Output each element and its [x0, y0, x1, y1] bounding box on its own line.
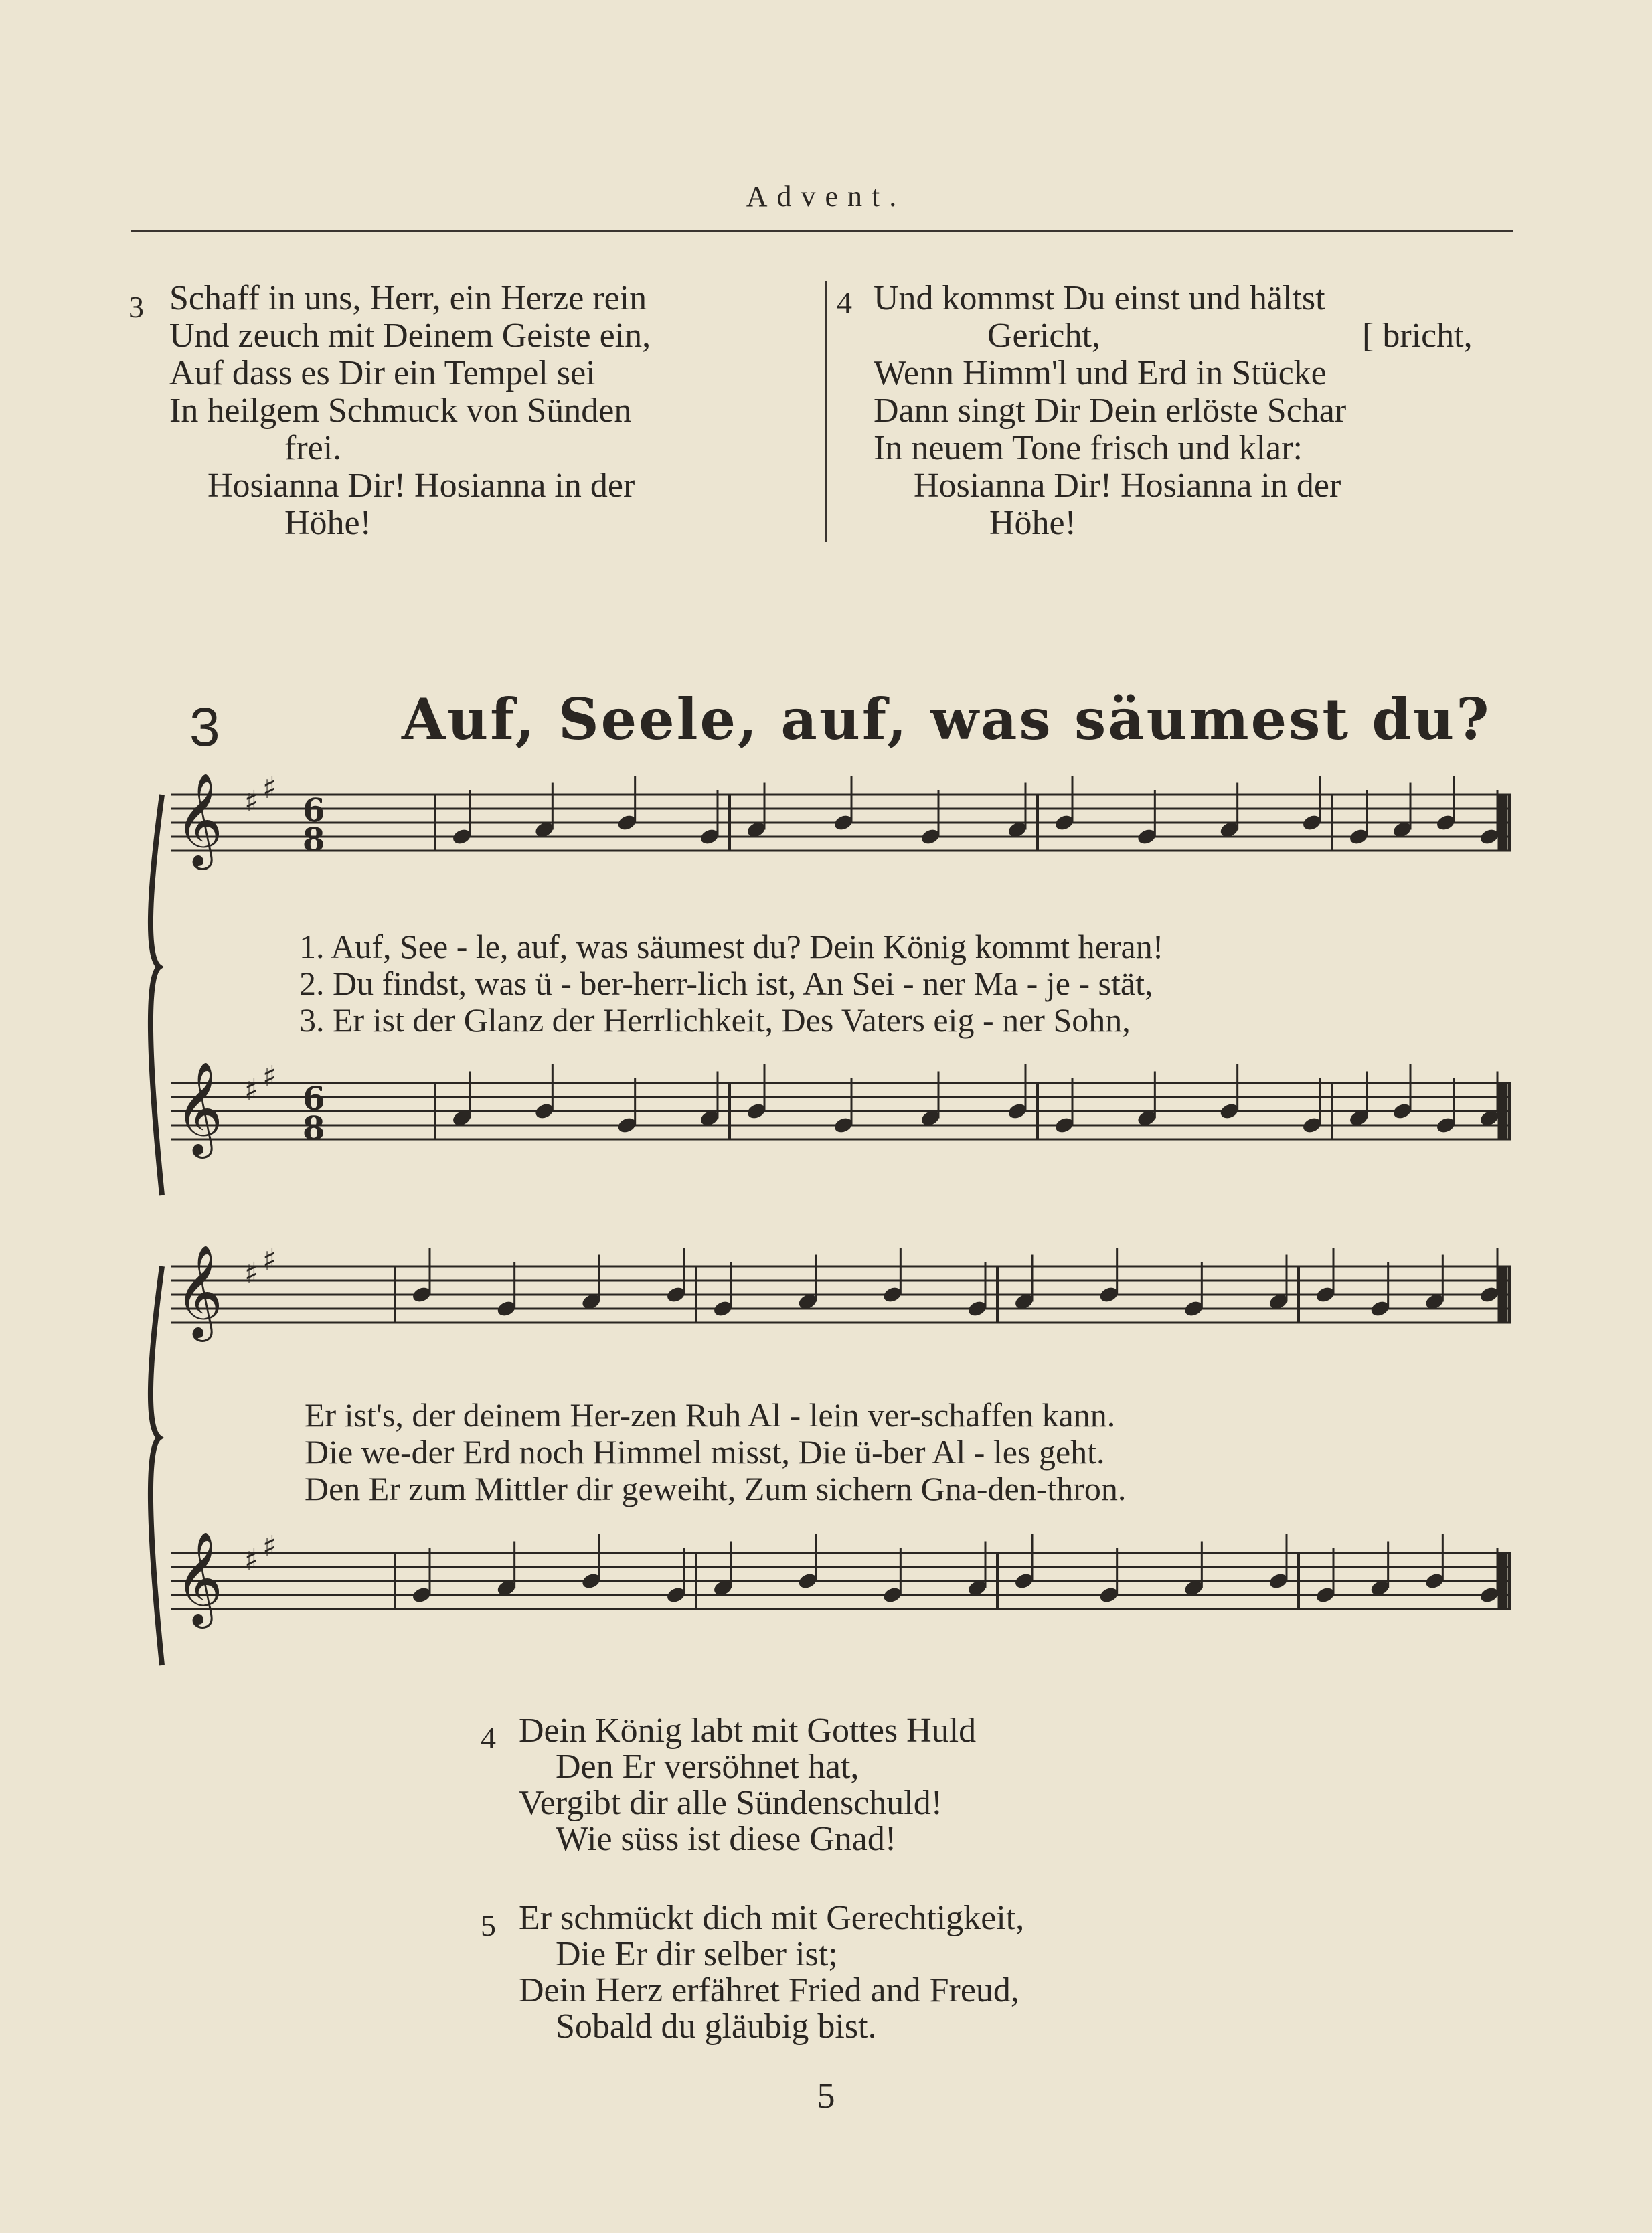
lyric-line-1: Er ist's, der deinem Her-zen Ruh Al - lein ver-schaffen kann. — [305, 1396, 1116, 1434]
sharp-sign: ♯ — [262, 1243, 277, 1277]
sharp-sign: ♯ — [244, 1073, 259, 1107]
verse-line: Sobald du gläubig bist. — [556, 2007, 877, 2046]
time-sig: 8 — [303, 1110, 325, 1147]
verse-refrain: Hosianna Dir! Hosianna in der — [914, 467, 1341, 505]
verse-line: Vergibt dir alle Sündenschuld! — [519, 1784, 943, 1822]
system-brace — [151, 795, 162, 1195]
treble-clef: 𝄞 — [175, 1532, 223, 1625]
verse-line: Den Er versöhnet hat, — [556, 1748, 859, 1786]
lyric-line-3: 3. Er ist der Glanz der Herrlichkeit, Des Vaters eig - ner Sohn, — [299, 1001, 1131, 1039]
sharp-sign: ♯ — [262, 1529, 277, 1564]
treble-clef: 𝄞 — [175, 1245, 223, 1338]
verse-line: Auf dass es Dir ein Tempel sei — [169, 354, 596, 392]
verse-number: 4 — [837, 285, 852, 319]
verse-refrain: Höhe! — [284, 504, 371, 542]
time-sig: 8 — [303, 821, 325, 859]
sharp-sign: ♯ — [262, 771, 277, 805]
staff-lines — [151, 795, 1511, 1665]
final-barline — [1498, 1266, 1507, 1323]
verse-refrain: Höhe! — [989, 504, 1076, 542]
hymn-title: Auf, Seele, auf, was säumest du? — [402, 686, 1491, 752]
final-barline — [1498, 1083, 1507, 1139]
verse-line: frei. — [284, 429, 342, 467]
verse-refrain: Hosianna Dir! Hosianna in der — [208, 467, 635, 505]
lyric-line-1: 1. Auf, See - le, auf, was säumest du? Dein König kommt heran! — [299, 928, 1164, 965]
verse-line: Dein Herz erfähret Fried and Freud, — [519, 1971, 1019, 2009]
system-brace — [151, 1266, 162, 1665]
verse-line: Dann singt Dir Dein erlöste Schar — [874, 392, 1347, 430]
lyric-line-3: Den Er zum Mittler dir geweiht, Zum sichern Gna-den-thron. — [305, 1470, 1127, 1507]
sharp-sign: ♯ — [244, 1543, 259, 1577]
verse-line: Und zeuch mit Deinem Geiste ein, — [169, 317, 651, 355]
time-sig: 6 — [303, 1080, 325, 1118]
verse-line: Gericht, — [987, 317, 1100, 355]
verse-line: Wenn Himm'l und Erd in Stücke — [874, 354, 1327, 392]
verse-number: 3 — [129, 290, 144, 324]
sharp-sign: ♯ — [262, 1060, 277, 1094]
final-barline — [1498, 795, 1507, 851]
clef-glyphs — [175, 771, 325, 1629]
verse-line: In neuem Tone frisch und klar: — [874, 429, 1303, 467]
verse-number: 5 — [481, 1908, 496, 1942]
final-barline — [1498, 1553, 1507, 1609]
hymn-number: 3 — [189, 697, 220, 758]
running-header: Advent. — [746, 180, 906, 213]
verse-line: Die Er dir selber ist; — [556, 1935, 838, 1973]
verse-line: Wie süss ist diese Gnad! — [556, 1820, 897, 1858]
treble-clef: 𝄞 — [175, 1062, 223, 1155]
verse-line: Er schmückt dich mit Gerechtigkeit, — [519, 1899, 1025, 1937]
verse-line: Schaff in uns, Herr, ein Herze rein — [169, 279, 647, 317]
verse-number: 4 — [481, 1721, 496, 1755]
sharp-sign: ♯ — [244, 784, 259, 819]
verse-line: Dein König labt mit Gottes Huld — [519, 1712, 977, 1750]
page-number: 5 — [817, 2076, 835, 2116]
verse-line: In heilgem Schmuck von Sünden — [169, 392, 632, 430]
verse-line: Und kommst Du einst und hältst — [874, 279, 1325, 317]
treble-clef: 𝄞 — [175, 773, 223, 866]
verse-line: [ bricht, — [1362, 317, 1473, 355]
lyric-line-2: Die we-der Erd noch Himmel misst, Die ü-ber Al - les geht. — [305, 1433, 1105, 1471]
time-sig: 6 — [303, 792, 325, 829]
lyric-line-2: 2. Du findst, was ü - ber-herr-lich ist, An Sei - ner Ma - je - stät, — [299, 965, 1153, 1002]
sharp-sign: ♯ — [244, 1256, 259, 1291]
